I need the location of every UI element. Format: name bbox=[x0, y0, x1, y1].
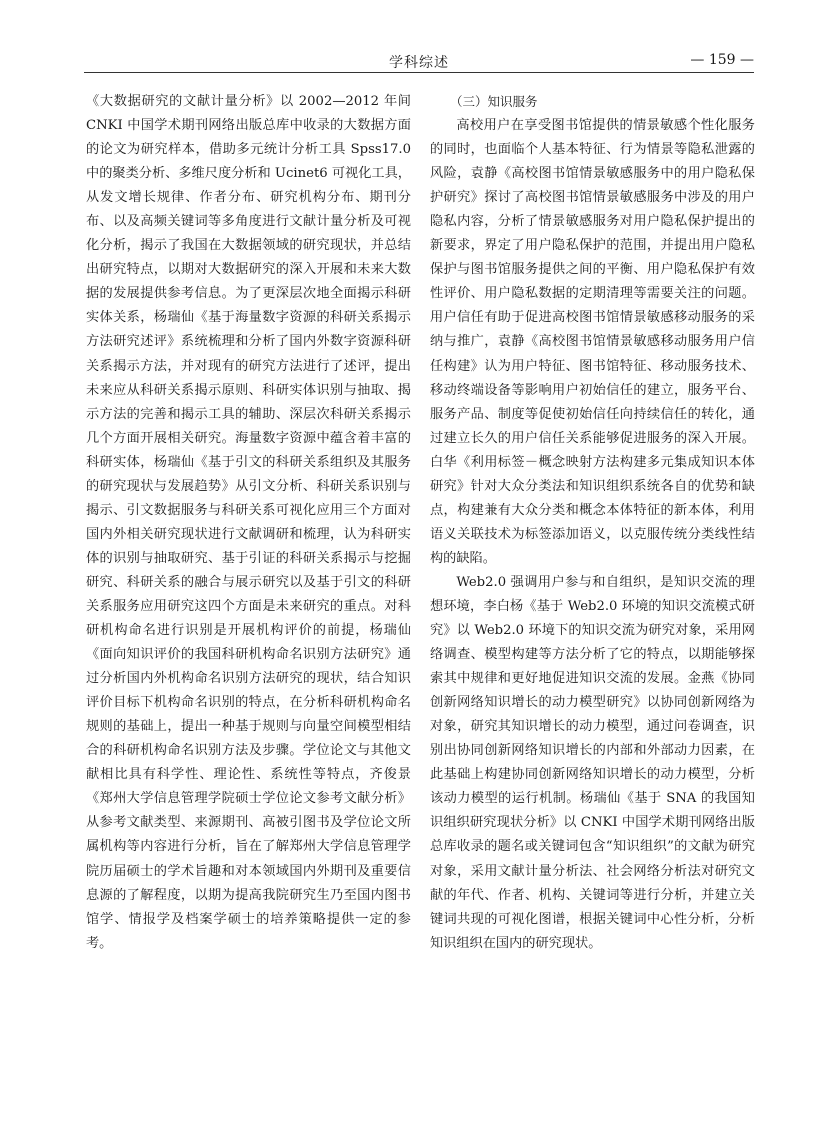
left-column bbox=[86, 90, 411, 956]
header-rule bbox=[84, 72, 754, 73]
running-header bbox=[84, 50, 754, 74]
page-number: — 159 — bbox=[690, 52, 754, 68]
body-paragraph: 高校用户在享受图书馆提供的情景敏感个性化服务的同时，也面临个人基本特征、行为情景等隐私泄露的风险，袁静《高校图书馆情景敏感服务中的用户隐私保护研究》探讨了高校图书馆情景敏感服务中涉及的用户隐私内容，分析了情景敏感服务对用户隐私保护提出的新要求，界定了用户隐私保护的范围，并提出用户隐私保护与图书馆服务提供之间的平衡、用户隐私保护有效性评价、用户隐私数据的定期清理等需要关注的问题。用户信任有助于促进高校图书馆情景敏感移动服务的采纳与推广，袁静《高校图书馆情景敏感移动服务用户信任构建》认为用户特征、图书馆特征、移动服务技术、移动终端设备等影响用户初始信任的建立，服务平台、服务产品、制度等促使初始信任向持续信任的转化，通过建立长久的用户信任关系能够促进服务的深入开展。白华《利用标签－概念映射方法构建多元集成知识本体研究》针对大众分类法和知识组织系统各自的优势和缺点，构建兼有大众分类和概念本体特征的新本体，利用语义关联技术为标签添加语义，以克服传统分类线性结构的缺陷。 bbox=[430, 118, 755, 566]
section-heading: （三）知识服务 bbox=[450, 94, 538, 109]
right-column bbox=[430, 90, 755, 956]
body-paragraph: 《大数据研究的文献计量分析》以 2002—2012 年间 CNKI 中国学术期刊网络出版总库中收录的大数据方面的论文为研究样本，借助多元统计分析工具 Spss17.0 中的聚类分析、多维尺度分析和 Ucinet6 可视化工具，从发文增长规律、作者分布、研究机构分布、期刊分布、以及高频关键词等多角度进行文献计量分析及可视化分析，揭示了我国在大数据领域的研究现状，并总结出研究特点，以期对大数据研究的深入开展和未来大数据的发展提供参考信息。为了更深层次地全面揭示科研实体关系，杨瑞仙《基于海量数字资源的科研关系揭示方法研究述评》系统梳理和分析了国内外数字资源科研关系揭示方法，并对现有的研究方法进行了述评，提出未来应从科研关系揭示原则、科研实体识别与抽取、揭示方法的完善和揭示工具的辅助、深层次科研关系揭示几个方面开展相关研究。海量数字资源中蕴含着丰富的科研实体，杨瑞仙《基于引文的科研关系组织及其服务的研究现状与发展趋势》从引文分析、科研关系识别与揭示、引文数据服务与科研关系可视化应用三个方面对国内外相关研究现状进行文献调研和梳理，认为科研实体的识别与抽取研究、基于引证的科研关系揭示与挖掘研究、科研关系的融合与展示研究以及基于引文的科研关系服务应用研究这四个方面是未来研究的重点。对科研机构命名进行识别是开展机构评价的前提，杨瑞仙《面向知识评价的我国科研机构命名识别方法研究》通过分析国内外机构命名识别方法研究的现状，结合知识评价目标下机构命名识别的特点，在分析科研机构命名规则的基础上，提出一种基于规则与向量空间模型相结合的科研机构命名识别方法及步骤。学位论文与其他文献相比具有科学性、理论性、系统性等特点，齐俊景《郑州大学信息管理学院硕士学位论文参考文献分析》从参考文献类型、来源期刊、高被引图书及学位论文所属机构等内容进行分析，旨在了解郑州大学信息管理学院历届硕士的学术旨趣和对本领域国内外期刊及重要信息源的了解程度，以期为提高我院研究生乃至国内图书馆学、情报学及档案学硕士的培养策略提供一定的参考。 bbox=[86, 94, 411, 951]
running-title: 学科综述 bbox=[389, 55, 449, 71]
body-paragraph: Web2.0 强调用户参与和自组织，是知识交流的理想环境，李白杨《基于 Web2.0 环境的知识交流模式研究》以 Web2.0 环境下的知识交流为研究对象，采用网络调查、模型构建等方法分析了它的特点，以期能够探索其中规律和更好地促进知识交流的发展。金燕《协同创新网络知识增长的动力模型研究》以协同创新网络为对象，研究其知识增长的动力模型，通过问卷调查，识别出协同创新网络知识增长的内部和外部动力因素，在此基础上构建协同创新网络知识增长的动力模型，分析该动力模型的运行机制。杨瑞仙《基于 SNA 的我国知识组织研究现状分析》以 CNKI 中国学术期刊网络出版总库收录的题名或关键词包含“知识组织”的文献为研究对象，采用文献计量分析法、社会网络分析法对研究文献的年代、作者、机构、关键词等进行分析，并建立关键词共现的可视化图谱，根据关键词中心性分析，分析知识组织在国内的研究现状。 bbox=[430, 574, 755, 951]
